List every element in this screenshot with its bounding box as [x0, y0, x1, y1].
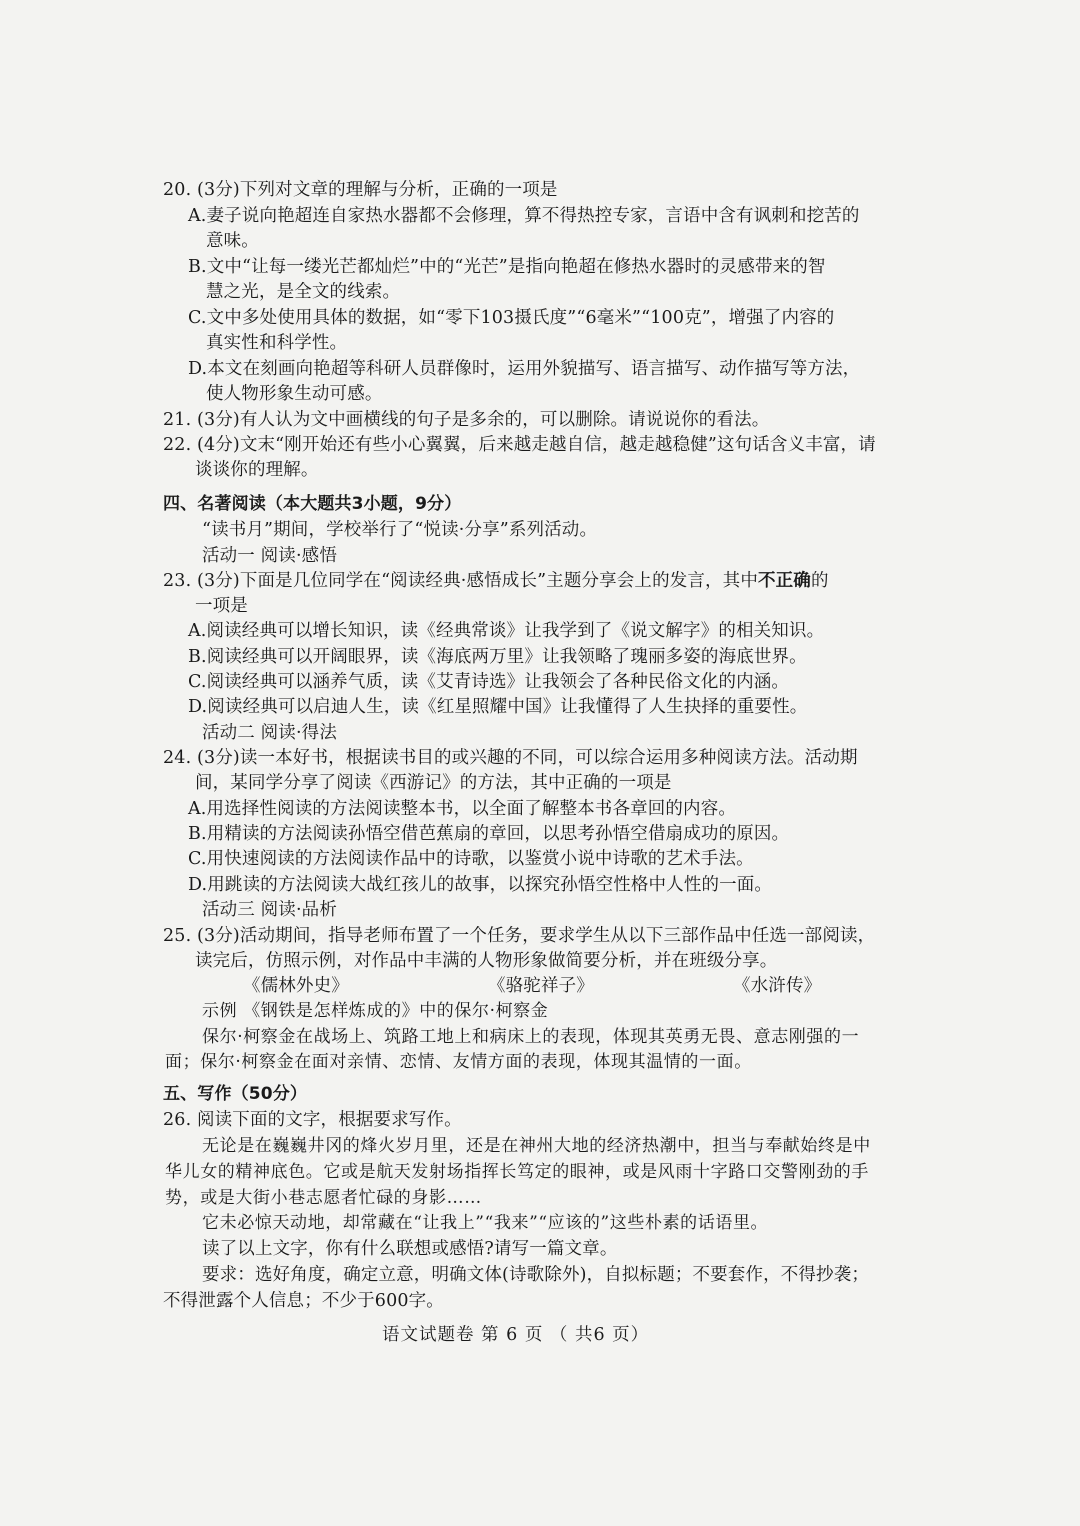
question-23-stem-post: 的	[810, 571, 829, 591]
question-20-option-a-cont: 意味。	[206, 231, 259, 251]
question-23-stem-pre: 23. (3分)下面是几位同学在“阅读经典·感悟成长”主题分享会上的发言，其中	[163, 571, 758, 591]
activity-3-heading: 活动三 阅读·品析	[202, 900, 337, 920]
example-heading: 示例 《钢铁是怎样炼成的》中的保尔·柯察金	[202, 1001, 549, 1021]
question-25-stem: 25. (3分)活动期间，指导老师布置了一个任务，要求学生从以下三部作品中任选一部阅读，	[163, 926, 876, 946]
book-title-2: 《骆驼祥子》	[488, 976, 594, 996]
question-24-option-d: D.用跳读的方法阅读大战红孩儿的故事，以探究孙悟空性格中人性的一面。	[188, 875, 773, 895]
section-4-title: 四、名著阅读（本大题共3小题，9分）	[163, 494, 462, 514]
question-20-option-c: C.文中多处使用具体的数据，如“零下103摄氏度”“6毫米”“100克”，增强了内容的	[188, 308, 835, 328]
prompt-paragraph-1-line-1: 无论是在巍巍井冈的烽火岁月里，还是在神州大地的经济热潮中，担当与奉献始终是中	[202, 1136, 871, 1156]
question-20-option-a: A.妻子说向艳超连自家热水器都不会修理，算不得热控专家，言语中含有讽刺和挖苦的	[188, 206, 860, 226]
question-23-option-d: D.阅读经典可以启迪人生，读《红星照耀中国》让我懂得了人生抉择的重要性。	[188, 697, 808, 717]
question-23-stem-cont: 一项是	[195, 596, 248, 616]
question-26-stem: 26. 阅读下面的文字，根据要求写作。	[163, 1110, 462, 1130]
question-24-option-b: B.用精读的方法阅读孙悟空借芭蕉扇的章回，以思考孙悟空借扇成功的原因。	[188, 824, 790, 844]
activity-1-heading: 活动一 阅读·感悟	[202, 546, 337, 566]
question-20-option-c-cont: 真实性和科学性。	[206, 333, 348, 353]
activity-2-heading: 活动二 阅读·得法	[202, 723, 337, 743]
question-24-option-c: C.用快速阅读的方法阅读作品中的诗歌，以鉴赏小说中诗歌的艺术手法。	[188, 849, 754, 869]
question-20-stem: 20. (3分)下列对文章的理解与分析，正确的一项是	[163, 180, 558, 200]
question-22-stem: 22. (4分)文末“刚开始还有些小心翼翼，后来越走越自信，越走越稳健”这句话含义丰富，请	[163, 435, 876, 455]
question-25-stem-cont: 读完后，仿照示例，对作品中丰满的人物形象做简要分析，并在班级分享。	[195, 951, 778, 971]
writing-requirements-line-1: 要求：选好角度，确定立意，明确文体(诗歌除外)，自拟标题；不要套作，不得抄袭；	[202, 1265, 870, 1285]
question-24-stem-cont: 间，某同学分享了阅读《西游记》的方法，其中正确的一项是	[195, 773, 672, 793]
prompt-paragraph-1-line-3: 势，或是大街小巷志愿者忙碌的身影……	[165, 1188, 482, 1208]
section-4-intro: “读书月”期间，学校举行了“悦读·分享”系列活动。	[202, 520, 598, 540]
prompt-paragraph-2: 它未必惊天动地，却常藏在“让我上”“我来”“应该的”这些朴素的话语里。	[202, 1213, 769, 1233]
question-21: 21. (3分)有人认为文中画横线的句子是多余的，可以删除。请说说你的看法。	[163, 410, 770, 430]
book-title-1: 《儒林外史》	[243, 976, 349, 996]
writing-instruction: 读了以上文字，你有什么联想或感悟?请写一篇文章。	[202, 1239, 618, 1259]
question-20-option-d-cont: 使人物形象生动可感。	[206, 384, 383, 404]
question-22-stem-cont: 谈谈你的理解。	[195, 460, 319, 480]
question-24-stem: 24. (3分)读一本好书，根据读书目的或兴趣的不同，可以综合运用多种阅读方法。活动期	[163, 748, 858, 768]
question-23-option-c: C.阅读经典可以涵养气质，读《艾青诗选》让我领会了各种民俗文化的内涵。	[188, 672, 790, 692]
question-20-option-b: B.文中“让每一缕光芒都灿烂”中的“光芒”是指向艳超在修热水器时的灵感带来的智	[188, 257, 826, 277]
question-23-stem	[163, 569, 829, 593]
prompt-paragraph-1-line-2: 华儿女的精神底色。它或是航天发射场指挥长笃定的眼神，或是风雨十字路口交警刚劲的手	[165, 1162, 869, 1182]
writing-requirements-line-2: 不得泄露个人信息；不少于600字。	[163, 1291, 444, 1311]
book-title-3: 《水浒传》	[733, 976, 822, 996]
question-23-option-b: B.阅读经典可以开阔眼界，读《海底两万里》让我领略了瑰丽多姿的海底世界。	[188, 647, 807, 667]
question-23-emphasis: 不正确	[758, 571, 811, 591]
question-24-option-a: A.用选择性阅读的方法阅读整本书，以全面了解整本书各章回的内容。	[188, 799, 736, 819]
example-text-line-1: 保尔·柯察金在战场上、筑路工地上和病床上的表现，体现其英勇无畏、意志刚强的一	[202, 1027, 860, 1047]
page-footer: 语文试题卷 第 6 页 （ 共6 页）	[382, 1325, 650, 1345]
question-20-option-b-cont: 慧之光，是全文的线索。	[206, 282, 401, 302]
example-text-line-2: 面；保尔·柯察金在面对亲情、恋情、友情方面的表现，体现其温情的一面。	[165, 1052, 752, 1072]
question-23-option-a: A.阅读经典可以增长知识，读《经典常谈》让我学到了《说文解字》的相关知识。	[188, 621, 825, 641]
question-20-option-d: D.本文在刻画向艳超等科研人员群像时，运用外貌描写、语言描写、动作描写等方法，	[188, 359, 861, 379]
section-5-title: 五、写作（50分）	[163, 1084, 308, 1104]
